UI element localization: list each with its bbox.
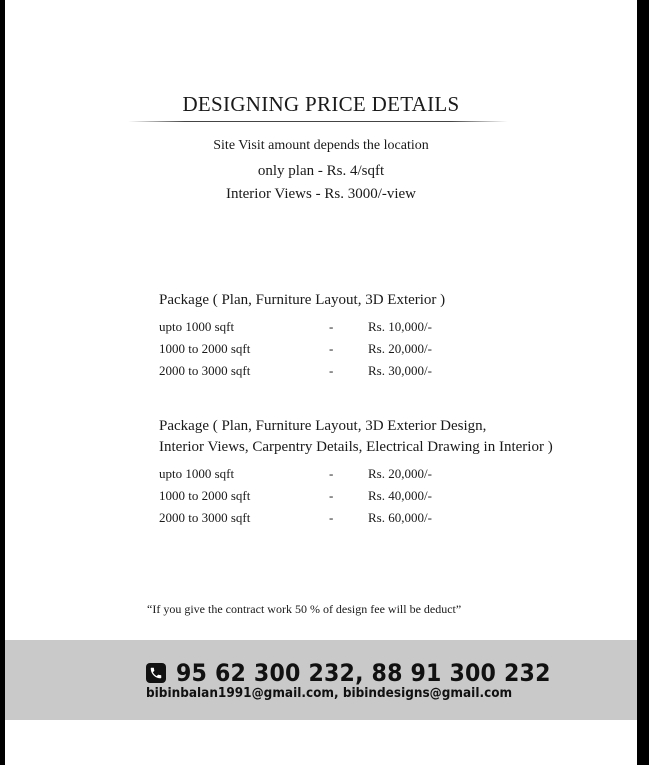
separator: - — [329, 488, 334, 503]
separator: - — [329, 466, 334, 481]
price-value: Rs. 30,000/- — [368, 363, 432, 378]
phone-numbers: 95 62 300 232, 88 91 300 232 — [176, 659, 551, 687]
price-value: Rs. 20,000/- — [368, 466, 432, 481]
title-underline — [128, 121, 508, 122]
contract-note: “If you give the contract work 50 % of design fee will be deduct” — [147, 602, 462, 616]
phone-icon — [146, 663, 166, 683]
site-visit-note: Site Visit amount depends the location — [213, 138, 429, 153]
price-row — [159, 507, 619, 529]
price-value: Rs. 10,000/- — [368, 319, 432, 334]
package-basic — [159, 290, 619, 382]
price-row — [159, 316, 619, 338]
price-value: Rs. 60,000/- — [368, 510, 432, 525]
area-range: 2000 to 3000 sqft — [159, 510, 251, 525]
price-row — [159, 463, 619, 485]
price-row — [159, 338, 619, 360]
document-page — [5, 0, 637, 765]
email-addresses: bibinbalan1991@gmail.com, bibindesigns@gmail.com — [146, 686, 513, 701]
area-range: 1000 to 2000 sqft — [159, 488, 251, 503]
price-value: Rs. 40,000/- — [368, 488, 432, 503]
separator: - — [329, 319, 334, 334]
area-range: 2000 to 3000 sqft — [159, 363, 251, 378]
phone-icon-glyph — [149, 666, 163, 680]
area-range: upto 1000 sqft — [159, 319, 235, 334]
phone-line — [146, 658, 583, 688]
package-title: Package ( Plan, Furniture Layout, 3D Exterior Design, — [159, 418, 487, 434]
separator: - — [329, 510, 334, 525]
price-row — [159, 360, 619, 382]
package-title-continued: Interior Views, Carpentry Details, Electrical Drawing in Interior ) — [159, 439, 553, 455]
area-range: 1000 to 2000 sqft — [159, 341, 251, 356]
area-range: upto 1000 sqft — [159, 466, 235, 481]
price-list — [159, 316, 619, 382]
package-title: Package ( Plan, Furniture Layout, 3D Exterior ) — [159, 292, 446, 308]
price-list — [159, 463, 619, 529]
price-row — [159, 485, 619, 507]
plan-rate: only plan - Rs. 4/sqft — [257, 163, 385, 179]
page-title: DESIGNING PRICE DETAILS — [182, 92, 460, 116]
separator: - — [329, 363, 334, 378]
contact-footer — [5, 640, 637, 720]
price-value: Rs. 20,000/- — [368, 341, 432, 356]
package-full — [159, 416, 619, 529]
separator: - — [329, 341, 334, 356]
interior-views-rate: Interior Views - Rs. 3000/-view — [225, 186, 417, 202]
